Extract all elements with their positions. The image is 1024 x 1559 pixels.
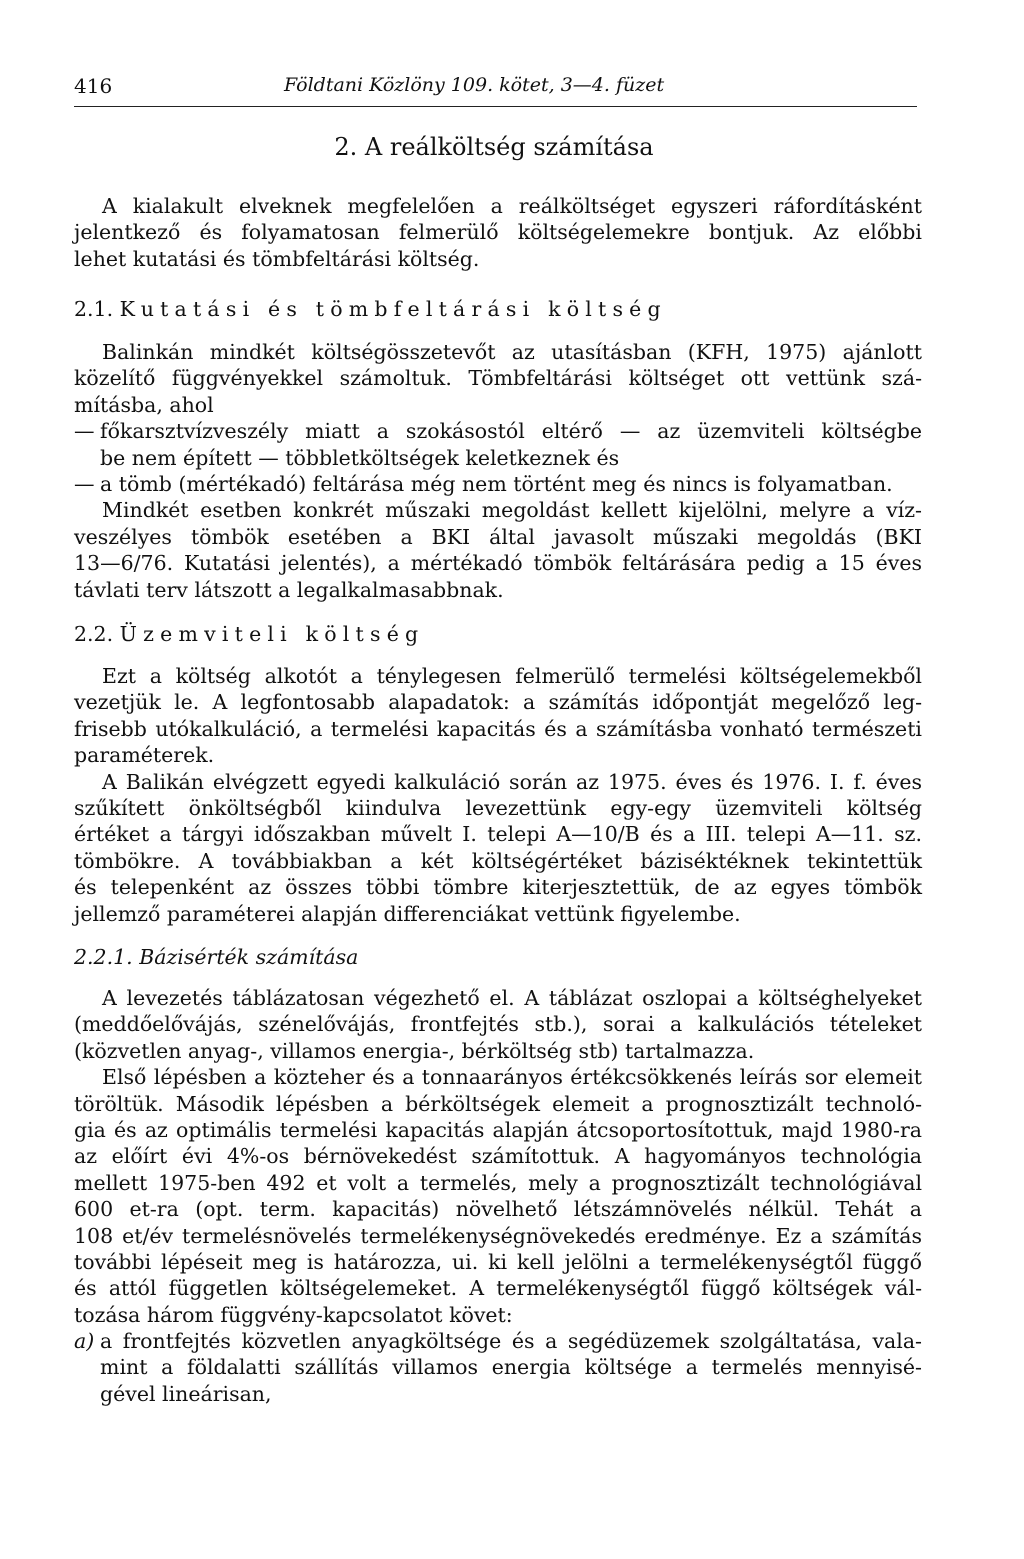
subsection-number: 2.1.	[74, 297, 114, 321]
text-line: A kialakult elveknek megfelelően a reálköltséget egyszeri ráfordításként	[102, 194, 922, 218]
text-line: töröltük. Második lépésben a bérköltségek elemeit a prognosztizált technoló-	[74, 1091, 922, 1116]
text-line: értéket a tárgyi időszakban művelt I. telepi A—10/B és a III. telepi A—11. sz.	[74, 822, 922, 847]
list-item-a-cont	[74, 1381, 922, 1407]
list-item-a-cont	[74, 1354, 922, 1380]
text-line: paraméterek.	[74, 743, 215, 768]
text-line: vezetjük le. A legfontosabb alapadatok: a számítás időpontját megelőző leg-	[74, 690, 922, 715]
subsection-title: Bázisérték számítása	[139, 945, 359, 969]
subsection-heading-2-1	[74, 297, 667, 321]
list-marker: a)	[74, 1329, 95, 1354]
dash-list-item: — a tömb (mértékadó) feltárása még nem történt meg és nincs is folyamatban.	[74, 471, 922, 497]
text-line: 13—6/76. Kutatási jelentés), a mértékadó tömbök feltárására pedig a 15 éves	[74, 551, 922, 576]
text-line: főkarsztvízveszély miatt a szokásostól eltérő — az üzemviteli költségbe	[100, 419, 922, 444]
text-line: (meddőelővájás, szénelővájás, frontfejtés stb.), sorai a kalkulációs tételeket	[74, 1012, 922, 1037]
text-line: és telepenként az összes többi tömbre kiterjesztettük, de az egyes tömbök	[74, 875, 922, 900]
text-line: mint a földalatti szállítás villamos energia költsége a termelés mennyisé-	[100, 1355, 922, 1380]
text-line: mellett 1975-ben 492 et volt a termelés, mely a prognosztizált technológiával	[74, 1170, 922, 1195]
text-line: mításba, ahol	[74, 392, 214, 417]
text-line: Balinkán mindkét költségösszetevőt az utasításban (KFH, 1975) ajánlott	[102, 340, 922, 364]
text-line: A Balikán elvégzett egyedi kalkuláció során az 1975. éves és 1976. I. f. éves	[102, 769, 922, 794]
text-line: Mindkét esetben konkrét műszaki megoldást kellett kijelölni, melyre a víz-	[102, 498, 922, 523]
text-line: (közvetlen anyag-, villamos energia-, bérköltség stb) tartalmazza.	[74, 1038, 755, 1063]
page-number: 416	[74, 74, 113, 98]
text-line: szűkített önköltségből kiindulva levezettünk egy-egy üzemviteli költség	[74, 795, 922, 820]
text-line: 108 et/év termelésnövelés termelékenységnövekedés eredménye. Ez a számítás	[74, 1223, 922, 1248]
text-line: az előírt évi 4%-os bérnövekedést számítottuk. A hagyományos technológia	[74, 1144, 922, 1169]
text-line: 600 et-ra (opt. term. kapacitás) növelhető létszámnövelés nélkül. Tehát a	[74, 1197, 922, 1222]
text-line: és attól független költségelemeket. A termelékenységtől függő költségek vál-	[74, 1276, 922, 1301]
text-line: tozása három függvény-kapcsolatot követ:	[74, 1302, 513, 1327]
text-line: a frontfejtés közvetlen anyagköltsége és a segédüzemek szolgáltatása, vala-	[100, 1329, 922, 1354]
text-line: közelítő függvényekkel számoltuk. Tömbfeltárási költséget ott vettünk szá-	[74, 366, 922, 391]
dash-list-item-cont	[74, 445, 922, 471]
text-line: gével lineárisan,	[100, 1381, 272, 1406]
subsection-heading-2-2-1	[74, 945, 358, 969]
text-line: frisebb utókalkuláció, a termelési kapacitás és a számításba vonható természeti	[74, 716, 922, 741]
section-title	[0, 133, 1024, 161]
running-title: Földtani Közlöny 109. kötet, 3—4. füzet	[284, 74, 665, 96]
text-line: jelentkező és folyamatosan felmerülő költségelemekre bontjuk. Az előbbi	[74, 220, 922, 245]
section-2-1-body	[74, 339, 922, 603]
text-line: távlati terv látszott a legalkalmasabbnak.	[74, 577, 504, 602]
text-line: be nem épített — többletköltségek keletkeznek és	[100, 445, 620, 470]
subsection-number: 2.2.	[74, 622, 114, 646]
text-line: gia és az optimális termelési kapacitás alapján átcsoportosítottuk, majd 1980-ra	[74, 1117, 922, 1142]
subsection-title: Üzemviteli költség	[119, 622, 425, 646]
subsection-number: 2.2.1.	[74, 945, 133, 969]
text-line: A levezetés táblázatosan végezhető el. A táblázat oszlopai a költséghelyeket	[102, 986, 922, 1010]
text-line: tömbökre. A továbbiakban a két költségértéket báziséktéknek tekintettük	[74, 848, 922, 873]
subsection-title: Kutatási és tömbfeltárási költség	[119, 297, 667, 321]
subsection-heading-2-2	[74, 622, 424, 646]
text-line: a tömb (mértékadó) feltárása még nem történt meg és nincs is folyamatban.	[100, 471, 893, 496]
running-header	[74, 72, 917, 107]
text-line: Ezt a költség alkotót a ténylegesen felmerülő termelési költségelemekből	[102, 664, 922, 688]
text-line: jellemző paraméterei alapján differenciákat vettünk figyelembe.	[74, 901, 741, 926]
text-line: veszélyes tömbök esetében a BKI által javasolt műszaki megoldás (BKI	[74, 524, 922, 549]
text-line: további lépéseit meg is határozza, ui. ki kell jelölni a termelékenységtől függő	[74, 1249, 922, 1274]
section-2-2-body	[74, 663, 922, 927]
intro-paragraph	[74, 193, 922, 272]
dash-list-item: — főkarsztvízveszély miatt a szokásostól eltérő — az üzemviteli költségbe	[74, 419, 922, 444]
text-line: Első lépésben a közteher és a tonnaarányos értékcsökkenés leírás sor elemeit	[102, 1065, 922, 1090]
section-2-2-1-body	[74, 985, 922, 1407]
text-line: lehet kutatási és tömbfeltárási költség.	[74, 246, 480, 271]
list-item-a	[74, 1328, 922, 1354]
section-title-text: 2. A reálköltség számítása	[334, 133, 654, 161]
